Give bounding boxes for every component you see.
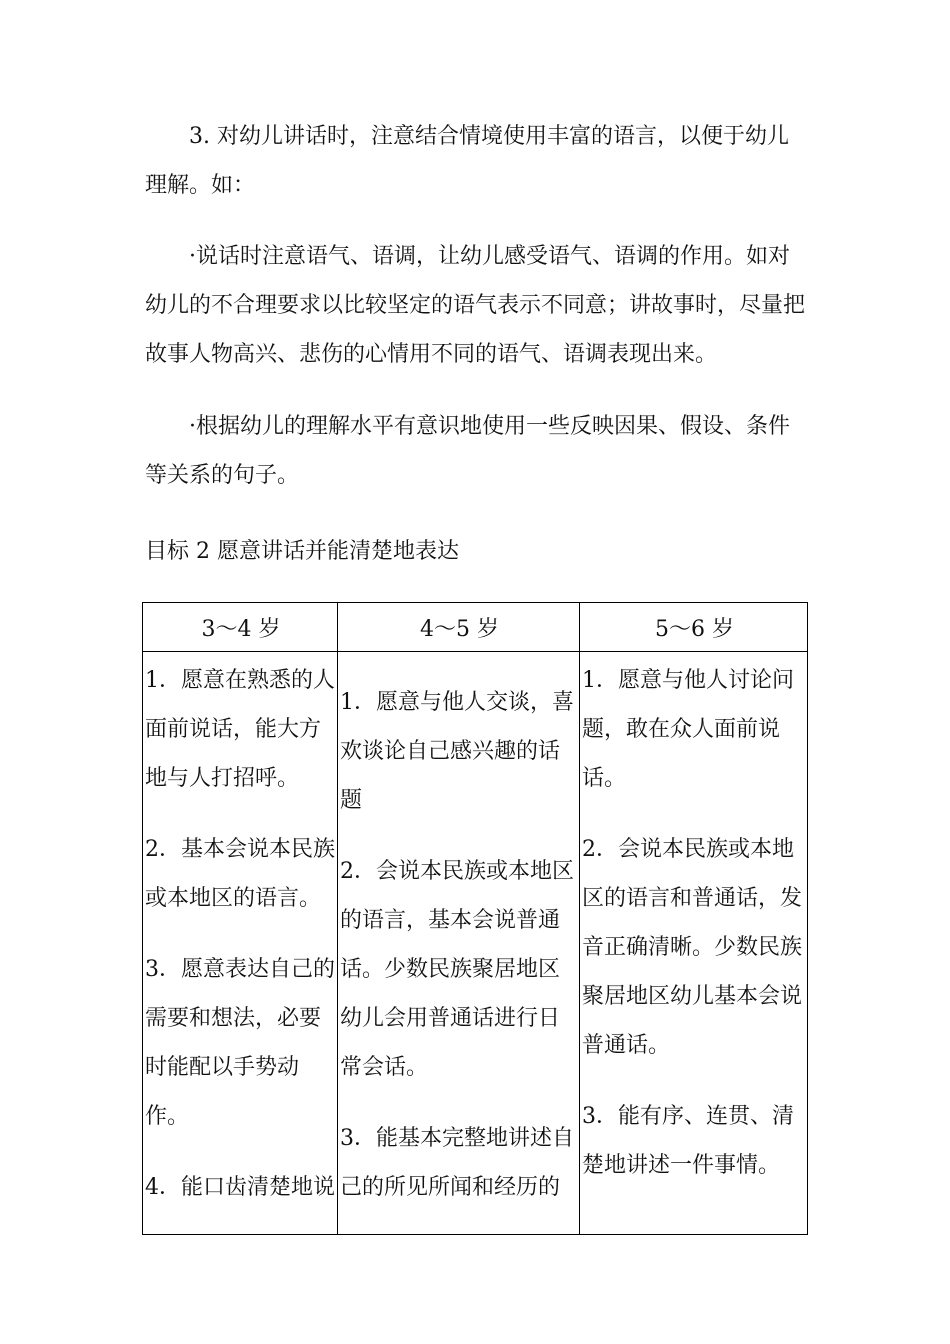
- cell-age-3-4: [143, 652, 338, 1235]
- header-age-5-6: 5～6 岁: [580, 603, 808, 652]
- age-goals-table: [142, 602, 808, 1235]
- list-item: 3．能基本完整地讲述自己的所见所闻和经历的: [340, 1126, 574, 1200]
- paragraph-tone: [145, 232, 810, 379]
- list-item: 1．愿意与他人讨论问题，敢在众人面前说话。: [582, 668, 794, 791]
- list-item: 3．愿意表达自己的需要和想法，必要时能配以手势动作。: [145, 957, 335, 1129]
- goal-heading: 目标 2 愿意讲话并能清楚地表达: [145, 539, 459, 564]
- cell-age-4-5: [338, 652, 580, 1235]
- list-item: 1．愿意与他人交谈，喜欢谈论自己感兴趣的话题: [340, 690, 574, 813]
- list-item: 2．会说本民族或本地区的语言，基本会说普通话。少数民族聚居地区幼儿会用普通话进行日常会话。: [340, 859, 574, 1080]
- cell-age-5-6: [580, 652, 808, 1235]
- paragraph-sentences-text: ·根据幼儿的理解水平有意识地使用一些反映因果、假设、条件等关系的句子。: [145, 414, 790, 488]
- list-item: 1．愿意在熟悉的人面前说话，能大方地与人打招呼。: [145, 668, 335, 791]
- paragraph-sentences: [145, 402, 810, 500]
- header-age-3-4: 3～4 岁: [143, 603, 338, 652]
- list-item: 4．能口齿清楚地说: [145, 1175, 335, 1200]
- paragraph-3: [145, 112, 810, 210]
- table-row: [143, 652, 808, 1235]
- list-item: 2．基本会说本民族或本地区的语言。: [145, 837, 335, 911]
- paragraph-3-text: 3. 对幼儿讲话时，注意结合情境使用丰富的语言，以便于幼儿理解。如：: [145, 124, 789, 198]
- table-header-row: [143, 603, 808, 652]
- header-age-4-5: 4～5 岁: [338, 603, 580, 652]
- list-item: 3．能有序、连贯、清楚地讲述一件事情。: [582, 1104, 794, 1178]
- list-item: 2．会说本民族或本地区的语言和普通话，发音正确清晰。少数民族聚居地区幼儿基本会说普通话。: [582, 837, 803, 1058]
- paragraph-tone-text: ·说话时注意语气、语调，让幼儿感受语气、语调的作用。如对幼儿的不合理要求以比较坚定的语气表示不同意；讲故事时，尽量把故事人物高兴、悲伤的心情用不同的语气、语调表现出来。: [145, 244, 806, 367]
